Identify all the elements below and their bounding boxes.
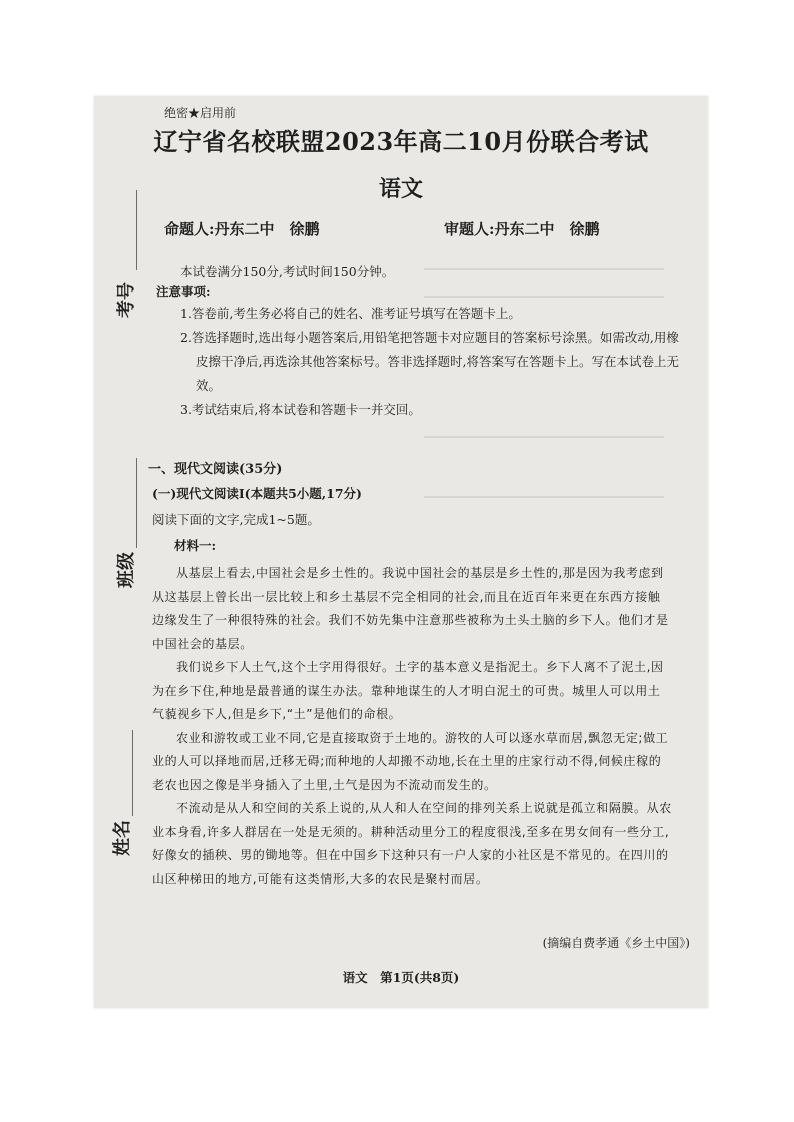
exam-intro: 本试卷满分150分,考试时间150分钟。 <box>180 264 395 279</box>
class-line <box>136 458 137 548</box>
passage-paragraph: 我们说乡下人土气,这个土字用得很好。土字的基本意义是指泥土。乡下人离不了泥土,因为在乡下住,种地是最普通的谋生办法。靠种地谋生的人才明白泥土的可贵。城里人可以用土气藐视乡下人,但是乡下,“土”是他们的命根。 <box>152 660 664 721</box>
bleed-through <box>424 496 664 498</box>
author-line: 命题人:丹东二中 徐鹏 <box>164 220 320 238</box>
bleed-through <box>424 296 664 298</box>
subject-title: 语文 <box>378 176 423 202</box>
note-item: 2.答选择题时,选出每小题答案后,用铅笔把答题卡对应题目的答案标号涂黑。如需改动,用橡皮擦干净后,再选涂其他答案标号。答非选择题时,将答案写在答题卡上。写在本试卷上无效。 <box>180 330 679 393</box>
material-label: 材料一: <box>174 538 217 553</box>
passage <box>152 562 672 891</box>
note-item: 3.考试结束后,将本试卷和答题卡一并交回。 <box>180 402 421 417</box>
confidential-mark: 绝密★启用前 <box>164 106 237 120</box>
section-title: 一、现代文阅读(35分) <box>148 462 283 477</box>
class-label: 班级 <box>116 552 137 588</box>
exam-page <box>94 96 708 1008</box>
reading-instruction: 阅读下面的文字,完成1~5题。 <box>152 512 320 527</box>
subsection-title: (一)现代文阅读Ⅰ(本题共5小题,17分) <box>152 486 362 501</box>
name-label: 姓名 <box>112 820 133 856</box>
reviewer-line: 审题人:丹东二中 徐鹏 <box>444 220 600 238</box>
passage-paragraph: 农业和游牧或工业不同,它是直接取资于土地的。游牧的人可以逐水草而居,飘忽无定;做工业的人可以择地而居,迁移无碍;而种地的人却搬不动地,长在土里的庄家行动不得,伺候庄稼的老农也因之像是半身插入了土里,土气是因为不流动而发生的。 <box>152 730 669 792</box>
exam-no-label: 考号 <box>116 282 137 318</box>
citation: (摘编自费孝通《乡土中国》) <box>542 936 690 950</box>
bleed-through <box>424 268 664 270</box>
notes-title: 注意事项: <box>156 284 211 299</box>
passage-paragraph: 不流动是从人和空间的关系上说的,从人和人在空间的排列关系上说就是孤立和隔膜。从农业本身看,许多人群居在一处是无须的。耕种活动里分工的程度很浅,至多在男女间有一些分工,好像女的插秧、男的锄地等。但在中国乡下这种只有一户人家的小社区是不常见的。在四川的山区种梯田的地方,可能有这类情形,大多的农民是聚村而居。 <box>152 801 672 886</box>
notes-list <box>180 302 680 422</box>
page-footer: 语文 第1页(共8页) <box>342 970 460 985</box>
bleed-through <box>424 436 664 438</box>
name-line <box>132 730 133 816</box>
passage-paragraph: 从基层上看去,中国社会是乡土性的。我说中国社会的基层是乡土性的,那是因为我考虑到从这基层上曾长出一层比较上和乡土基层不完全相同的社会,而且在近百年来更在东西方接触边缘发生了一种很特殊的社会。我们不妨先集中注意那些被称为土头土脑的乡下人。他们才是中国社会的基层。 <box>152 566 669 651</box>
exam-no-line <box>136 190 137 270</box>
note-item: 1.答卷前,考生务必将自己的姓名、准考证号填写在答题卡上。 <box>180 306 521 321</box>
exam-title: 辽宁省名校联盟2023年高二10月份联合考试 <box>153 127 649 156</box>
